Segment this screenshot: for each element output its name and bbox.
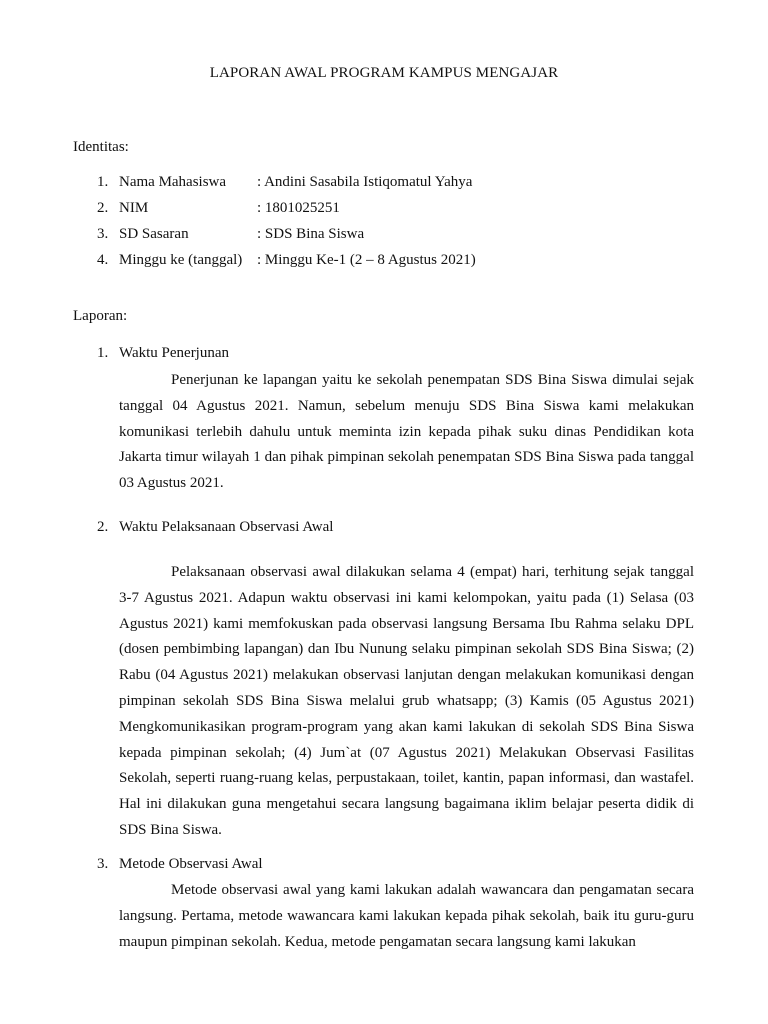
section-heading — [97, 853, 694, 875]
list-number: 4. — [97, 252, 109, 268]
section-waktu-penerjunan — [97, 342, 694, 497]
list-number: 3. — [97, 226, 109, 242]
identitas-row — [97, 223, 697, 249]
section-heading — [97, 342, 694, 364]
list-number: 2. — [97, 200, 109, 216]
section-title: Waktu Pelaksanaan Observasi Awal — [119, 519, 334, 535]
list-number: 1. — [97, 345, 109, 361]
laporan-label: Laporan: — [73, 308, 128, 324]
identitas-value: : 1801025251 — [257, 200, 340, 216]
identitas-row — [97, 171, 697, 197]
identitas-value: : SDS Bina Siswa — [257, 226, 365, 242]
section-metode-observasi — [97, 853, 694, 955]
identitas-key: Minggu ke (tanggal) — [119, 252, 243, 268]
section-title: Metode Observasi Awal — [119, 856, 263, 872]
list-number: 1. — [97, 174, 109, 190]
identitas-value: : Andini Sasabila Istiqomatul Yahya — [257, 174, 473, 190]
section-waktu-pelaksanaan — [97, 516, 694, 844]
identitas-key: NIM — [119, 200, 149, 216]
identitas-list — [97, 171, 697, 275]
identitas-label: Identitas: — [73, 139, 129, 155]
section-heading — [97, 516, 694, 538]
identitas-key: SD Sasaran — [119, 226, 189, 242]
identitas-row — [97, 249, 697, 275]
section-paragraph: Metode observasi awal yang kami lakukan adalah wawancara dan pengamatan secara langsung. Pertama, metode wawancara kami lakukan kepada pihak sekolah, baik itu guru-guru maupun pimpinan sekolah. Kedua, metode pengamatan secara langsung kami lakukan — [119, 882, 694, 950]
identitas-key: Nama Mahasiswa — [119, 174, 227, 190]
list-number: 3. — [97, 856, 109, 872]
identitas-row — [97, 197, 697, 223]
list-number: 2. — [97, 519, 109, 535]
section-paragraph: Pelaksanaan observasi awal dilakukan selama 4 (empat) hari, terhitung sejak tanggal 3-7 Agustus 2021. Adapun waktu observasi ini kami kelompokan, yaitu pada (1) Selasa (03 Agustus 2021) kami memfokuskan pada observasi langsung Bersama Ibu Rahma selaku DPL (dosen pembimbing lapangan) dan Ibu Nunung selaku pimpinan sekolah SDS Bina Siswa; (2) Rabu (04 Agustus 2021) melakukan observasi lanjutan dengan melakukan komunikasi dengan pimpinan sekolah SDS Bina Siswa melalui grub whatsapp; (3) Kamis (05 Agustus 2021) Mengkomunikasikan program-program yang akan kami lakukan di sekolah SDS Bina Siswa kepada pimpinan sekolah; (4) Jum`at (07 Agustus 2021) Melakukan Observasi Fasilitas Sekolah, seperti ruang-ruang kelas, perpustakaan, toilet, kantin, papan informasi, dan wastafel. Hal ini dilakukan guna mengetahui secara langsung bagaimana iklim belajar peserta didik di SDS Bina Siswa. — [119, 564, 694, 838]
section-title: Waktu Penerjunan — [119, 345, 230, 361]
section-paragraph: Penerjunan ke lapangan yaitu ke sekolah penempatan SDS Bina Siswa dimulai sejak tanggal 04 Agustus 2021. Namun, sebelum menuju SDS Bina Siswa kami melakukan komunikasi terlebih dahulu untuk meminta izin kepada pihak suku dinas Pendidikan kota Jakarta timur wilayah 1 dan pihak pimpinan sekolah penempatan SDS Bina Siswa pada tanggal 03 Agustus 2021. — [119, 372, 694, 492]
document-title: LAPORAN AWAL PROGRAM KAMPUS MENGAJAR — [209, 65, 559, 81]
identitas-value: : Minggu Ke-1 (2 – 8 Agustus 2021) — [257, 252, 476, 268]
